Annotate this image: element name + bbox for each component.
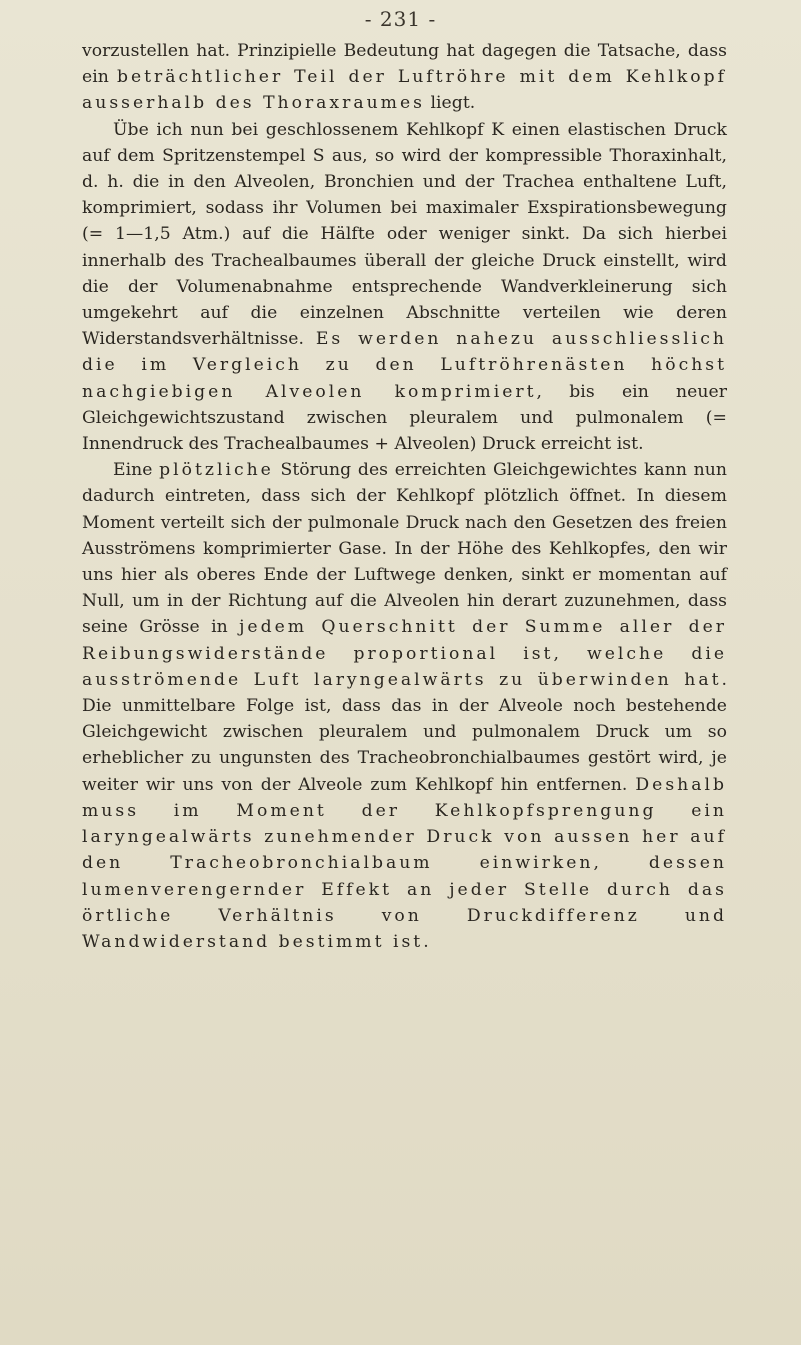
paragraph-text: liegt. xyxy=(424,93,476,114)
paragraph-3 xyxy=(82,457,727,955)
paragraph-text: vorzustellen hat. Prinzipielle Bedeutung hat dagegen die Tatsache, dass ein xyxy=(82,41,727,88)
body-text xyxy=(82,38,727,955)
spaced-emphasis-text: beträchtlicher Teil der Luftröhre mit dem Kehlkopf ausserhalb des Thoraxraumes xyxy=(82,67,727,114)
page-number: - 231 - xyxy=(364,7,437,31)
paragraph-text: Eine xyxy=(113,460,160,481)
spaced-emphasis-text: jedem Querschnitt der Summe aller der Reibungswiderstände proportional ist, welche die ausströmende Luft laryngealwärts zu überwinden hat xyxy=(82,617,727,690)
paragraph-text: Übe ich nun bei geschlossenem Kehlkopf K einen elastischen Druck auf dem Spritzenstempel S aus, so wird der kompressible Thoraxinhalt, d. h. die in den Alveolen, Bronchien und der Trachea enthaltene Luft, komprimiert, sodass ihr Volumen bei maximaler Exspirationsbewegung (= 1—1,5 Atm.) auf die Hälfte oder weniger sinkt. Da sich hierbei innerhalb des Trachealbaumes überall der gleiche Druck einstellt, wird die der Volumenabnahme entsprechende Wandverkleinerung sich umgekehrt auf die einzelnen Abschnitte verteilen wie deren Widerstandsverhältnisse. xyxy=(82,119,727,350)
paragraph-1 xyxy=(82,38,727,117)
paragraph-text: , bis ein neuer Gleichgewichtszustand zwischen pleuralem und pulmonalem (= Innendruck des Trachealbaumes + Alveolen) Druck erreicht ist. xyxy=(82,381,727,455)
paragraph-text: . xyxy=(423,931,429,952)
spaced-emphasis-text: Es werden nahezu ausschliesslich die im Vergleich zu den Luftröhrenästen höchst nachgiebigen Alveolen komprimiert xyxy=(82,329,727,402)
paragraph-text: Störung des erreichten Gleichgewichtes kann nun dadurch eintreten, dass sich der Kehlkopf plötzlich öffnet. In diesem Moment verteilt sich der pulmonale Druck nach den Gesetzen des freien Ausströmens komprimierter Gase. In der Höhe des Kehlkopfes, den wir uns hier als oberes Ende der Luftwege denken, sinkt er momentan auf Null, um in der Richtung auf die Alveolen hin derart zuzunehmen, dass seine Grösse in xyxy=(82,460,727,638)
paragraph-text: . Die unmittelbare Folge ist, dass das in der Alveole noch bestehende Gleichgewicht zwischen pleuralem und pulmonalem Druck um so erheblicher zu ungunsten des Tracheobronchialbaumes gestört wird, je weiter wir uns von der Alveole zum Kehlkopf hin entfernen. xyxy=(82,669,727,795)
spaced-emphasis-text: plötzliche xyxy=(159,460,274,481)
paragraph-2 xyxy=(82,117,727,458)
spaced-emphasis-text: Deshalb muss im Moment der Kehlkopfsprengung ein laryngealwärts zunehmender Druck von aussen her auf den Tracheobronchialbaum einwirken, dessen lumenverengernder Effekt an jeder Stelle durch das örtliche Verhältnis von Druckdifferenz und Wandwiderstand bestimmt ist xyxy=(82,774,727,952)
